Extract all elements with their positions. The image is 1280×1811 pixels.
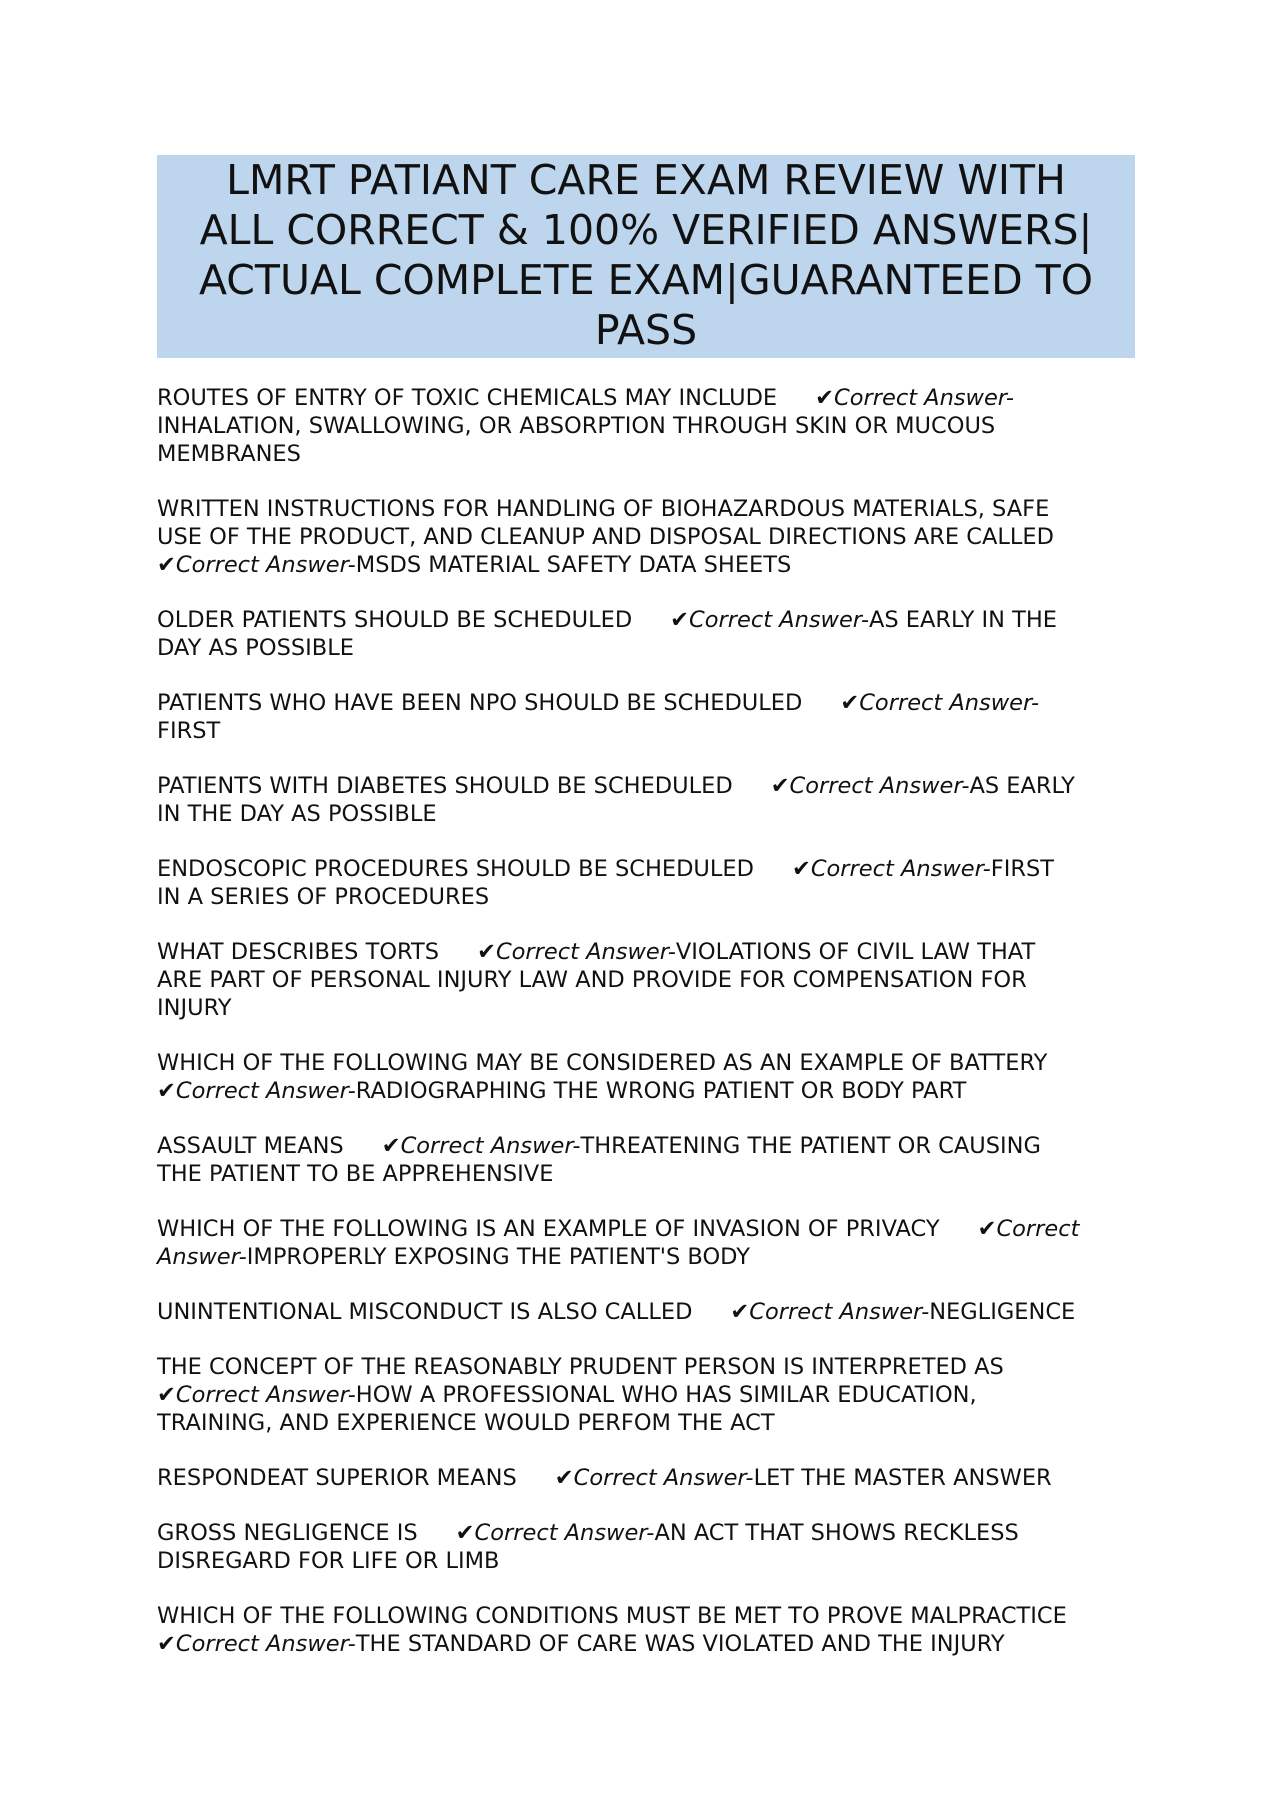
answer-text: AS EARLY IN THE — [868, 607, 1057, 633]
qa-line — [157, 772, 1135, 800]
qa-item — [157, 1298, 1135, 1326]
qa-line — [157, 495, 1135, 523]
qa-line — [157, 412, 1135, 440]
answer-text: AN ACT THAT SHOWS RECKLESS — [654, 1520, 1019, 1546]
qa-line — [157, 1519, 1135, 1547]
qa-line — [157, 1602, 1135, 1630]
qa-line — [157, 966, 1135, 994]
qa-line — [157, 606, 1135, 634]
question-text: GROSS NEGLIGENCE IS — [157, 1520, 418, 1546]
qa-item — [157, 855, 1135, 911]
check-mark-icon: ✔ — [554, 1465, 574, 1491]
qa-item — [157, 772, 1135, 828]
qa-line — [157, 1077, 1135, 1105]
qa-line — [157, 883, 1135, 911]
check-mark-icon: ✔ — [157, 1078, 176, 1104]
qa-item — [157, 1049, 1135, 1105]
answer-text: AS EARLY — [969, 773, 1075, 799]
qa-item — [157, 495, 1135, 579]
correct-answer-label: Correct Answer- — [689, 607, 869, 633]
qa-line — [157, 1353, 1135, 1381]
correct-answer-label: Correct Answer- — [175, 552, 356, 578]
correct-answer-label: Correct Answer- — [859, 690, 1040, 716]
answer-text: THREATENING THE PATIENT OR CAUSING — [580, 1133, 1041, 1159]
correct-answer-label: Correct Answer- — [175, 1631, 356, 1657]
correct-answer-label: Correct — [996, 1216, 1080, 1242]
check-mark-icon: ✔ — [157, 1382, 176, 1408]
check-mark-icon: ✔ — [840, 690, 860, 716]
answer-text: TRAINING, AND EXPERIENCE WOULD PERFOM THE ACT — [157, 1410, 775, 1436]
title-line: ACTUAL COMPLETE EXAM|GUARANTEED TO — [198, 256, 1094, 304]
question-text: OLDER PATIENTS SHOULD BE SCHEDULED — [157, 607, 633, 633]
correct-answer-label: Correct Answer- — [810, 856, 991, 882]
qa-line — [157, 384, 1135, 412]
answer-text: FIRST — [157, 718, 221, 744]
answer-text: INJURY — [157, 995, 232, 1021]
check-mark-icon: ✔ — [477, 939, 496, 965]
correct-answer-label: Correct Answer- — [175, 1078, 356, 1104]
qa-line — [157, 994, 1135, 1022]
qa-line — [157, 1298, 1135, 1326]
correct-answer-label: Correct Answer- — [474, 1520, 655, 1546]
check-mark-icon: ✔ — [791, 856, 811, 882]
qa-line — [157, 800, 1135, 828]
question-text: WHICH OF THE FOLLOWING IS AN EXAMPLE OF INVASION OF PRIVACY — [157, 1216, 940, 1242]
question-text: ROUTES OF ENTRY OF TOXIC CHEMICALS MAY INCLUDE — [157, 385, 778, 411]
qa-item — [157, 384, 1135, 468]
qa-item — [157, 1464, 1135, 1492]
qa-line — [157, 1160, 1135, 1188]
answer-text: IMPROPERLY EXPOSING THE PATIENT'S BODY — [246, 1244, 751, 1270]
qa-line — [157, 523, 1135, 551]
answer-text: IN A SERIES OF PROCEDURES — [157, 884, 490, 910]
correct-answer-label: Correct Answer- — [573, 1465, 754, 1491]
check-mark-icon: ✔ — [381, 1133, 401, 1159]
correct-answer-label: Correct Answer- — [789, 773, 970, 799]
check-mark-icon: ✔ — [670, 607, 690, 633]
answer-text: DAY AS POSSIBLE — [157, 635, 354, 661]
qa-line — [157, 855, 1135, 883]
question-text: PATIENTS WITH DIABETES SHOULD BE SCHEDULED — [157, 773, 733, 799]
answer-text: RADIOGRAPHING THE WRONG PATIENT OR BODY PART — [355, 1078, 967, 1104]
check-mark-icon: ✔ — [157, 1631, 176, 1657]
qa-item — [157, 1602, 1135, 1658]
qa-line — [157, 717, 1135, 745]
check-mark-icon: ✔ — [770, 773, 790, 799]
qa-item — [157, 1519, 1135, 1575]
correct-answer-label: Correct Answer- — [834, 385, 1014, 411]
check-mark-icon: ✔ — [455, 1520, 475, 1546]
title-line: ALL CORRECT & 100% VERIFIED ANSWERS| — [199, 206, 1093, 254]
qa-line — [157, 1049, 1135, 1077]
question-text: THE CONCEPT OF THE REASONABLY PRUDENT PERSON IS INTERPRETED AS — [157, 1354, 1004, 1380]
correct-answer-label: Correct Answer- — [175, 1382, 356, 1408]
answer-text: THE PATIENT TO BE APPREHENSIVE — [157, 1161, 554, 1187]
answer-text: HOW A PROFESSIONAL WHO HAS SIMILAR EDUCATION, — [355, 1382, 977, 1408]
correct-answer-label: Correct Answer- — [495, 939, 676, 965]
check-mark-icon: ✔ — [977, 1216, 997, 1242]
answer-text: IN THE DAY AS POSSIBLE — [157, 801, 437, 827]
question-text: RESPONDEAT SUPERIOR MEANS — [157, 1465, 517, 1491]
question-text: ENDOSCOPIC PROCEDURES SHOULD BE SCHEDULED — [157, 856, 754, 882]
answer-text: VIOLATIONS OF CIVIL LAW THAT — [675, 939, 1036, 965]
question-text: ASSAULT MEANS — [157, 1133, 344, 1159]
check-mark-icon: ✔ — [815, 385, 835, 411]
answer-text: INHALATION, SWALLOWING, OR ABSORPTION THROUGH SKIN OR MUCOUS — [157, 413, 996, 439]
question-text: PATIENTS WHO HAVE BEEN NPO SHOULD BE SCHEDULED — [157, 690, 803, 716]
qa-item — [157, 938, 1135, 1022]
correct-answer-label: Answer- — [157, 1244, 247, 1270]
qa-line — [157, 1630, 1135, 1658]
qa-line — [157, 1547, 1135, 1575]
correct-answer-label: Correct Answer- — [749, 1299, 930, 1325]
correct-answer-label: Correct Answer- — [400, 1133, 581, 1159]
qa-line — [157, 1381, 1135, 1409]
qa-line — [157, 440, 1135, 468]
answer-text: THE STANDARD OF CARE WAS VIOLATED AND THE INJURY — [355, 1631, 1005, 1657]
answer-text: MSDS MATERIAL SAFETY DATA SHEETS — [355, 552, 792, 578]
answer-text: DISREGARD FOR LIFE OR LIMB — [157, 1548, 500, 1574]
question-text: USE OF THE PRODUCT, AND CLEANUP AND DISPOSAL DIRECTIONS ARE CALLED — [157, 524, 1054, 550]
qa-line — [157, 1464, 1135, 1492]
answer-text: NEGLIGENCE — [929, 1299, 1076, 1325]
check-mark-icon: ✔ — [730, 1299, 750, 1325]
qa-line — [157, 689, 1135, 717]
qa-line — [157, 551, 1135, 579]
title-banner — [157, 155, 1135, 358]
qa-line — [157, 1243, 1135, 1271]
qa-line — [157, 1409, 1135, 1437]
title-line: LMRT PATIANT CARE EXAM REVIEW WITH — [226, 156, 1066, 204]
question-text: WHICH OF THE FOLLOWING MAY BE CONSIDERED AS AN EXAMPLE OF BATTERY — [157, 1050, 1048, 1076]
qa-item — [157, 606, 1135, 662]
answer-text: ARE PART OF PERSONAL INJURY LAW AND PROVIDE FOR COMPENSATION FOR — [157, 967, 1027, 993]
qa-line — [157, 1215, 1135, 1243]
question-text: WHICH OF THE FOLLOWING CONDITIONS MUST BE MET TO PROVE MALPRACTICE — [157, 1603, 1067, 1629]
check-mark-icon: ✔ — [157, 552, 176, 578]
title-line: PASS — [594, 306, 698, 354]
answer-text: LET THE MASTER ANSWER — [753, 1465, 1052, 1491]
document-page — [157, 155, 1135, 1685]
qa-item — [157, 1353, 1135, 1437]
question-text: WHAT DESCRIBES TORTS — [157, 939, 440, 965]
qa-item — [157, 689, 1135, 745]
answer-text: MEMBRANES — [157, 441, 301, 467]
question-answer-list — [157, 384, 1135, 1658]
qa-line — [157, 1132, 1135, 1160]
qa-line — [157, 634, 1135, 662]
qa-line — [157, 938, 1135, 966]
question-text: WRITTEN INSTRUCTIONS FOR HANDLING OF BIOHAZARDOUS MATERIALS, SAFE — [157, 496, 1050, 522]
qa-item — [157, 1215, 1135, 1271]
answer-text: FIRST — [990, 856, 1055, 882]
question-text: UNINTENTIONAL MISCONDUCT IS ALSO CALLED — [157, 1299, 693, 1325]
qa-item — [157, 1132, 1135, 1188]
